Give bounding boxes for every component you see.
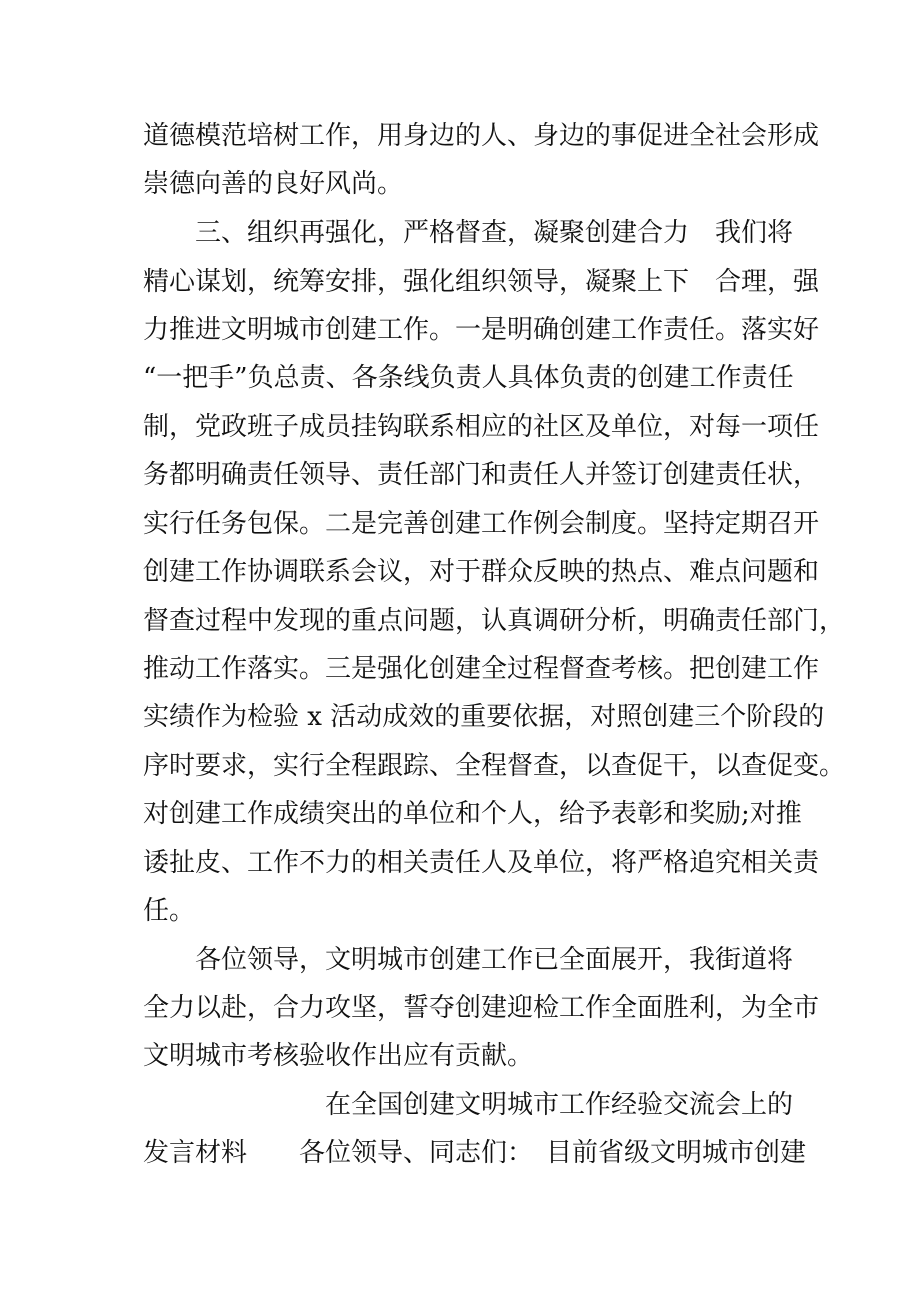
text-line: 任。 [143, 896, 196, 926]
text-line: 三、组织再强化，严格督查，凝聚创建合力 我们将 [143, 218, 794, 248]
text-line: 全力以赴，合力攻坚，誓夺创建迎检工作全面胜利，为全市 [143, 993, 820, 1023]
text-line: 制，党政班子成员挂钩联系相应的社区及单位，对每一项任 [143, 412, 820, 442]
text-line: 序时要求，实行全程跟踪、全程督查，以查促干，以查促变。 [143, 751, 846, 781]
text-line: 创建工作协调联系会议，对于群众反映的热点、难点问题和 [143, 557, 820, 587]
text-line: 对创建工作成绩突出的单位和个人，给予表彰和奖励;对推 [143, 799, 802, 829]
text-line: “一把手”负总责、各条线负责人具体负责的创建工作责任 [143, 363, 794, 393]
text-line: 督查过程中发现的重点问题，认真调研分析，明确责任部门， [143, 606, 846, 636]
text-line: 在全国创建文明城市工作经验交流会上的 [143, 1090, 794, 1120]
text-line: 发言材料 各位领导、同志们： 目前省级文明城市创建 [143, 1138, 807, 1168]
text-line: 诿扯皮、工作不力的相关责任人及单位，将严格追究相关责 [143, 848, 820, 878]
text-line: 崇德向善的良好风尚。 [143, 169, 404, 199]
text-line: 精心谋划，统筹安排，强化组织领导，凝聚上下 合理，强 [143, 267, 820, 297]
text-line: 推动工作落实。三是强化创建全过程督查考核。把创建工作 [143, 654, 820, 684]
text-line: 各位领导，文明城市创建工作已全面展开，我街道将 [143, 945, 794, 975]
text-line: 力推进文明城市创建工作。一是明确创建工作责任。落实好 [143, 315, 820, 345]
text-line: 道德模范培树工作，用身边的人、身边的事促进全社会形成 [143, 121, 820, 151]
text-line: 务都明确责任领导、责任部门和责任人并签订创建责任状， [143, 460, 820, 490]
text-line: 实行任务包保。二是完善创建工作例会制度。坚持定期召开 [143, 509, 820, 539]
text-line: 实绩作为检验 x 活动成效的重要依据，对照创建三个阶段的 [143, 702, 825, 732]
text-line: 文明城市考核验收作出应有贡献。 [143, 1041, 534, 1071]
